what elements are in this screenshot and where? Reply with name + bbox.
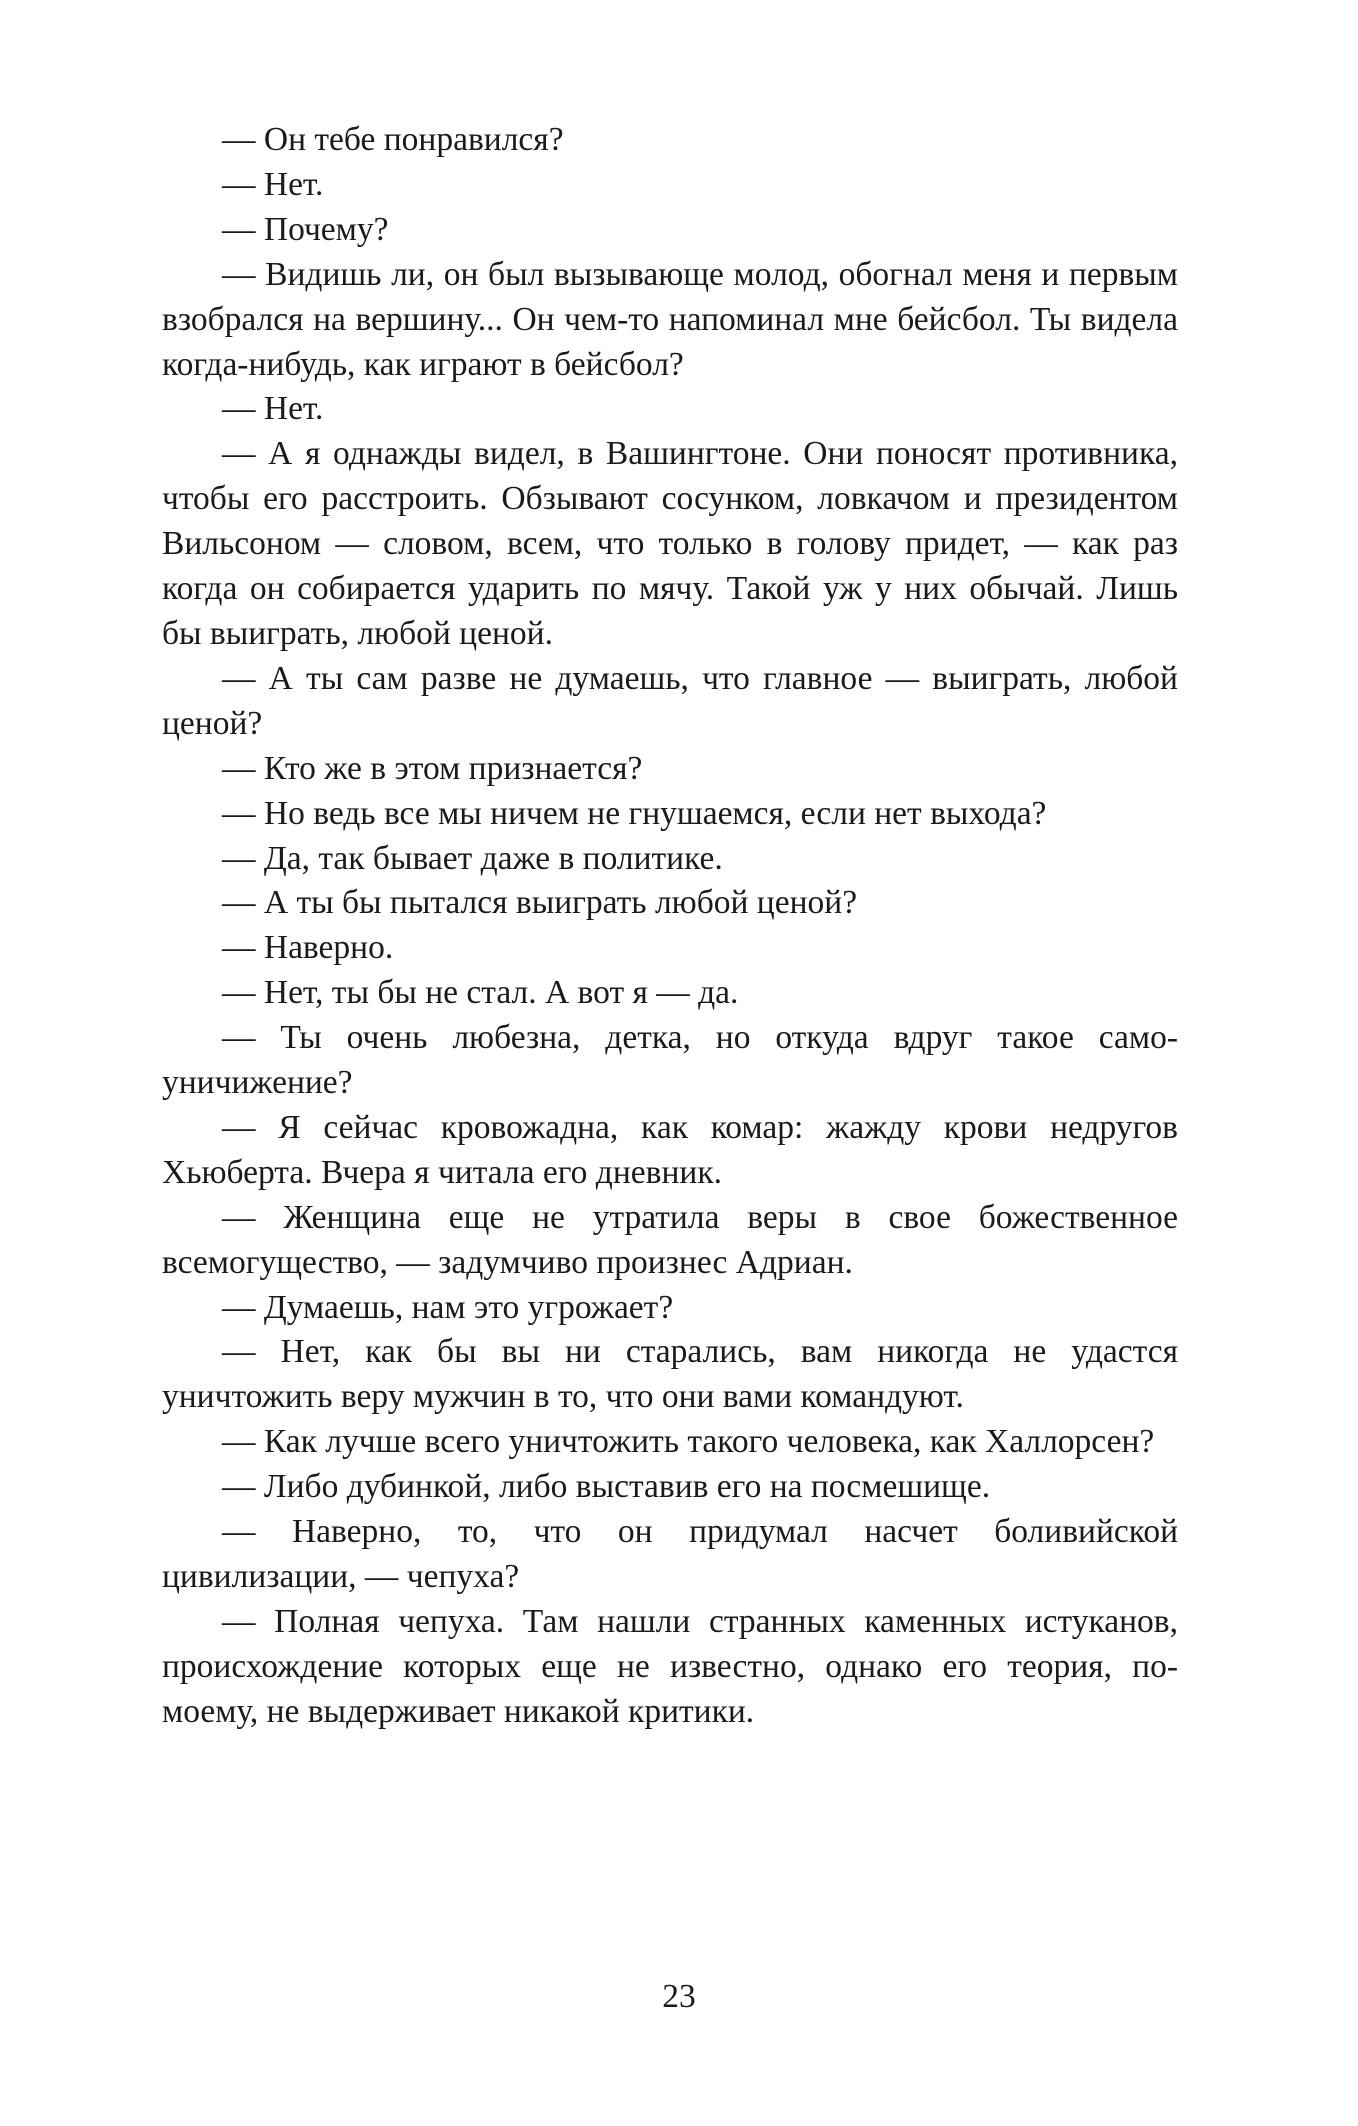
page-body [162, 118, 1178, 1735]
paragraph: — Нет, ты бы не стал. А вот я — да. [222, 974, 739, 1012]
page-number: 23 [662, 1978, 696, 2015]
paragraph: — Но ведь все мы ничем не гнушаемся, если нет выхода? [222, 794, 1047, 832]
paragraph: — Наверно. [222, 929, 394, 967]
paragraph: — А ты сам разве не думаешь, что главное — выиграть, любой ценой? [162, 659, 1178, 742]
paragraph: — Ты очень любезна, детка, но откуда вдруг такое самоуничижение? [162, 1019, 1178, 1102]
paragraph: — Думаешь, нам это угрожает? [222, 1288, 674, 1326]
paragraph: — Как лучше всего уничтожить такого человека, как Халлорсен? [222, 1423, 1155, 1461]
paragraph: — А я однажды видел, в Вашингтоне. Они поносят противника, чтобы его расстроить. Обзывают сосунком, ловкачом и президентом Вильсоном — словом, всем, что только в голову придет, — как раз когда он собирается ударить по мячу. Такой уж у них обычай. Лишь бы выиграть, любой ценой. [162, 435, 1178, 652]
paragraph: — Наверно, то, что он придумал насчет боливийской цивилизации, — чепуха? [162, 1513, 1178, 1595]
paragraph: — Полная чепуха. Там нашли странных каменных истуканов, происхождение которых еще не известно, однако его теория, по-моему, не выдерживает никакой критики. [162, 1602, 1178, 1730]
paragraph: — Да, так бывает даже в политике. [222, 839, 723, 877]
paragraph: — Почему? [222, 210, 389, 248]
paragraph: — Либо дубинкой, либо выставив его на посмешище. [222, 1468, 991, 1506]
paragraph: — Я сейчас кровожадна, как комар: жажду крови недругов Хьюберта. Вчера я читала его дневник. [162, 1108, 1178, 1191]
paragraph: — Женщина еще не утратила веры в свое божественное всемогущество, — задумчиво произнес Адриан. [162, 1198, 1178, 1281]
paragraph: — Кто же в этом признается? [222, 749, 643, 787]
paragraph: — Нет. [222, 390, 324, 428]
paragraph: — А ты бы пытался выиграть любой ценой? [222, 884, 858, 922]
paragraph: — Нет. [222, 165, 324, 203]
paragraph: — Видишь ли, он был вызывающе молод, обогнал меня и первым взобрался на вершину... Он чем-то напоминал мне бейсбол. Ты видела когда-нибудь, как играют в бейсбол? [162, 255, 1178, 383]
paragraph: — Нет, как бы вы ни старались, вам никогда не удастся уничтожить веру мужчин в то, что они вами командуют. [162, 1333, 1178, 1416]
text-block [162, 118, 1178, 1735]
paragraph: — Он тебе понравился? [222, 121, 564, 158]
